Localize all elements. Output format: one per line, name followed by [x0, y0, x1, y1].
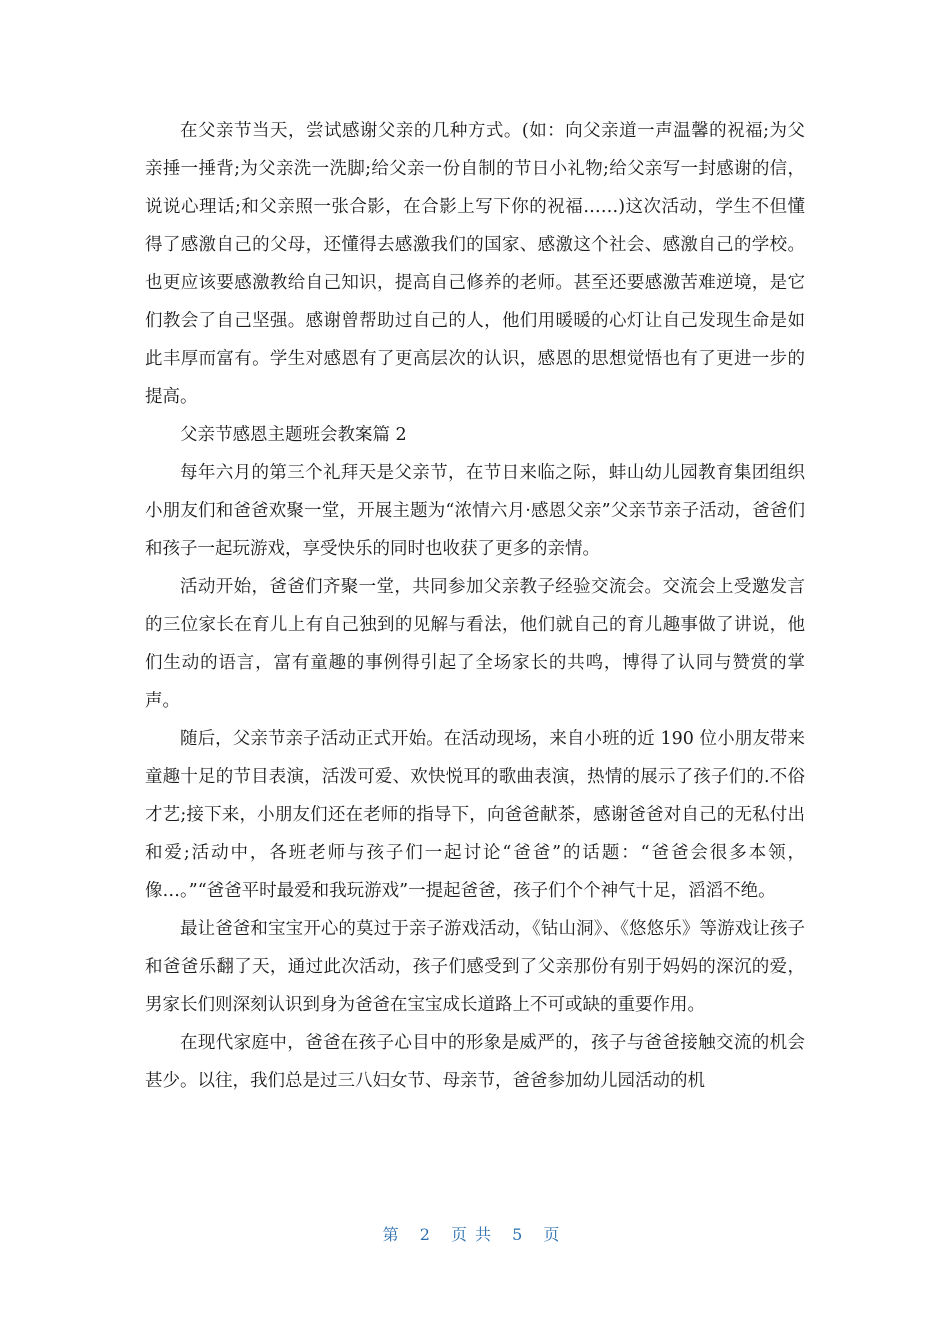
paragraph-5: 最让爸爸和宝宝开心的莫过于亲子游戏活动，《钻山洞》、《悠悠乐》等游戏让孩子和爸爸乐翻了天，通过此次活动，孩子们感受到了父亲那份有别于妈妈的深沉的爱，男家长们则深刻认识到身为爸爸在宝宝成长道路上不可或缺的重要作用。	[145, 919, 805, 1015]
paragraph-2: 每年六月的第三个礼拜天是父亲节，在节日来临之际，蚌山幼儿园教育集团组织小朋友们和爸爸欢聚一堂，开展主题为“浓情六月·感恩父亲”父亲节亲子活动，爸爸们和孩子一起玩游戏，享受快乐的同时也收获了更多的亲情。	[145, 463, 805, 559]
page-number-footer: 第 2 页共 5 页	[382, 1225, 568, 1244]
paragraph-6: 在现代家庭中，爸爸在孩子心目中的形象是威严的，孩子与爸爸接触交流的机会甚少。以往，我们总是过三八妇女节、母亲节，爸爸参加幼儿园活动的机	[145, 1033, 805, 1091]
document-page	[145, 112, 805, 1100]
paragraph-4: 随后，父亲节亲子活动正式开始。在活动现场，来自小班的近 190 位小朋友带来童趣十足的节目表演，活泼可爱、欢快悦耳的歌曲表演，热情的展示了孩子们的.不俗才艺;接下来，小朋友们还在老师的指导下，向爸爸献茶，感谢爸爸对自己的无私付出和爱;活动中，各班老师与孩子们一起讨论“爸爸”的话题：“爸爸会很多本领，像…。”“爸爸平时最爱和我玩游戏”一提起爸爸，孩子们个个神气十足，滔滔不绝。	[145, 729, 805, 901]
paragraph-3: 活动开始，爸爸们齐聚一堂，共同参加父亲教子经验交流会。交流会上受邀发言的三位家长在育儿上有自己独到的见解与看法，他们就自己的育儿趣事做了讲说，他们生动的语言，富有童趣的事例得引起了全场家长的共鸣，博得了认同与赞赏的掌声。	[145, 577, 805, 711]
section-heading: 父亲节感恩主题班会教案篇 2	[180, 425, 407, 445]
paragraph-1: 在父亲节当天，尝试感谢父亲的几种方式。(如：向父亲道一声温馨的祝福;为父亲捶一捶背;为父亲洗一洗脚;给父亲一份自制的节日小礼物;给父亲写一封感谢的信，说说心理话;和父亲照一张合影，在合影上写下你的祝福……)这次活动，学生不但懂得了感激自己的父母，还懂得去感激我们的国家、感激这个社会、感激自己的学校。也更应该要感激教给自己知识，提高自己修养的老师。甚至还要感激苦难逆境，是它们教会了自己坚强。感谢曾帮助过自己的人，他们用暖暖的心灯让自己发现生命是如此丰厚而富有。学生对感恩有了更高层次的认识，感恩的思想觉悟也有了更进一步的提高。	[145, 121, 805, 407]
